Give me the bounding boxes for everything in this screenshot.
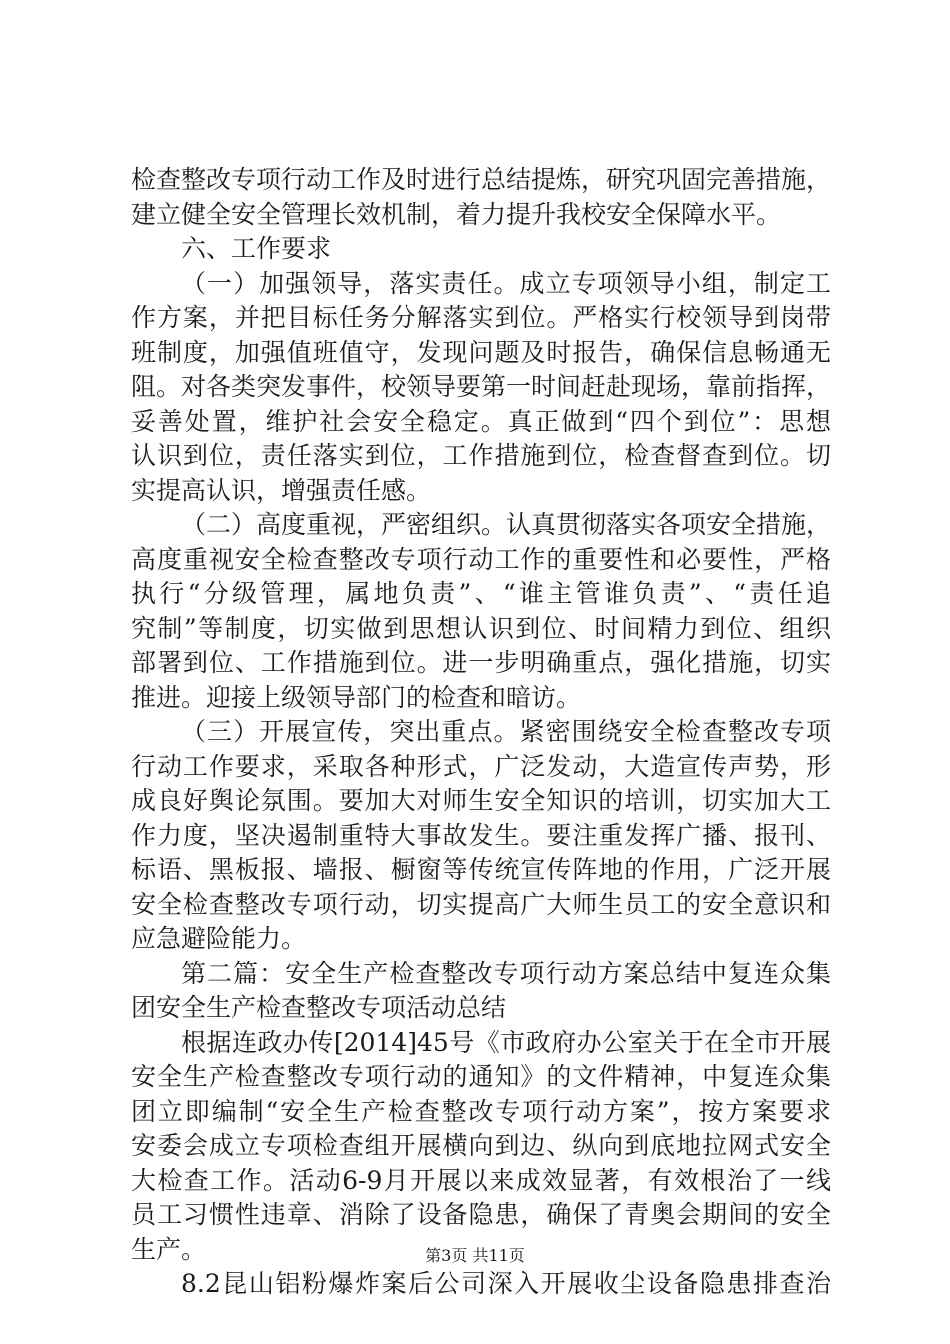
body-text-line: 六、工作要求 — [181, 234, 332, 263]
body-text-line: 成良好舆论氛围。要加大对师生安全知识的培训，切实加大工 — [131, 786, 831, 815]
body-text-line: 妥善处置，维护社会安全稳定。真正做到“四个到位”：思想 — [131, 406, 831, 436]
body-text-line: 安委会成立专项检查组开展横向到边、纵向到底地拉网式安全 — [131, 1131, 831, 1160]
body-text-line: 班制度，加强值班值守，发现问题及时报告，确保信息畅通无 — [131, 337, 831, 367]
body-text-line: 作力度，坚决遏制重特大事故发生。要注重发挥广播、报刊、 — [131, 820, 831, 850]
body-text-line: 8.2昆山铝粉爆炸案后公司深入开展收尘设备隐患排查治 — [181, 1269, 831, 1298]
body-text-line: 生产。 — [131, 1234, 207, 1264]
body-text-line: 建立健全安全管理长效机制，着力提升我校安全保障水平。 — [131, 199, 782, 229]
document-body — [131, 163, 831, 1302]
body-text-line: 行动工作要求，采取各种形式，广泛发动，大造宣传声势，形 — [131, 751, 831, 781]
body-text-line: （一）加强领导，落实责任。成立专项领导小组，制定工 — [181, 268, 831, 298]
body-text-line: 根据连政办传[2014]45号《市政府办公室关于在全市开展 — [181, 1027, 831, 1057]
body-text-line: 推进。迎接上级领导部门的检查和暗访。 — [131, 682, 582, 712]
body-text-line: 应急避险能力。 — [131, 924, 307, 953]
body-text-line: 团立即编制“安全生产检查整改专项行动方案”，按方案要求 — [131, 1096, 831, 1126]
body-text-line: （二）高度重视，严密组织。认真贯彻落实各项安全措施， — [181, 510, 832, 539]
body-text-line: 检查整改专项行动工作及时进行总结提炼，研究巩固完善措施， — [131, 165, 832, 194]
body-text-line: 认识到位，责任落实到位，工作措施到位，检查督查到位。切 — [131, 441, 831, 470]
body-text-line: 执行“分级管理，属地负责”、“谁主管谁负责”、“责任追 — [131, 579, 831, 608]
body-text-line: 究制”等制度，切实做到思想认识到位、时间精力到位、组织 — [131, 613, 831, 643]
body-text-line: 员工习惯性违章、消除了设备隐患，确保了青奥会期间的安全 — [131, 1200, 831, 1229]
body-text-line: 作方案，并把目标任务分解落实到位。严格实行校领导到岗带 — [131, 303, 831, 332]
page-footer: 第3页 共11页 — [425, 1246, 525, 1265]
body-text-line: 实提高认识，增强责任感。 — [131, 475, 432, 505]
body-text-line: 安全检查整改专项行动，切实提高广大师生员工的安全意识和 — [131, 889, 831, 919]
body-text-line: 阻。对各类突发事件，校领导要第一时间赶赴现场，靠前指挥， — [131, 372, 832, 401]
body-text-line: 大检查工作。活动6-9月开展以来成效显著，有效根治了一线 — [131, 1165, 831, 1195]
body-text-line: 安全生产检查整改专项行动的通知》的文件精神，中复连众集 — [131, 1062, 831, 1091]
body-text-line: 团安全生产检查整改专项活动总结 — [131, 993, 507, 1022]
body-text-line: 第二篇：安全生产检查整改专项行动方案总结中复连众集 — [181, 958, 831, 988]
body-text-line: 高度重视安全检查整改专项行动工作的重要性和必要性，严格 — [131, 544, 831, 574]
body-text-line: （三）开展宣传，突出重点。紧密围绕安全检查整改专项 — [181, 717, 831, 746]
body-text-line: 标语、黑板报、墙报、橱窗等传统宣传阵地的作用，广泛开展 — [131, 855, 831, 884]
body-text-line: 部署到位、工作措施到位。进一步明确重点，强化措施，切实 — [131, 648, 831, 677]
